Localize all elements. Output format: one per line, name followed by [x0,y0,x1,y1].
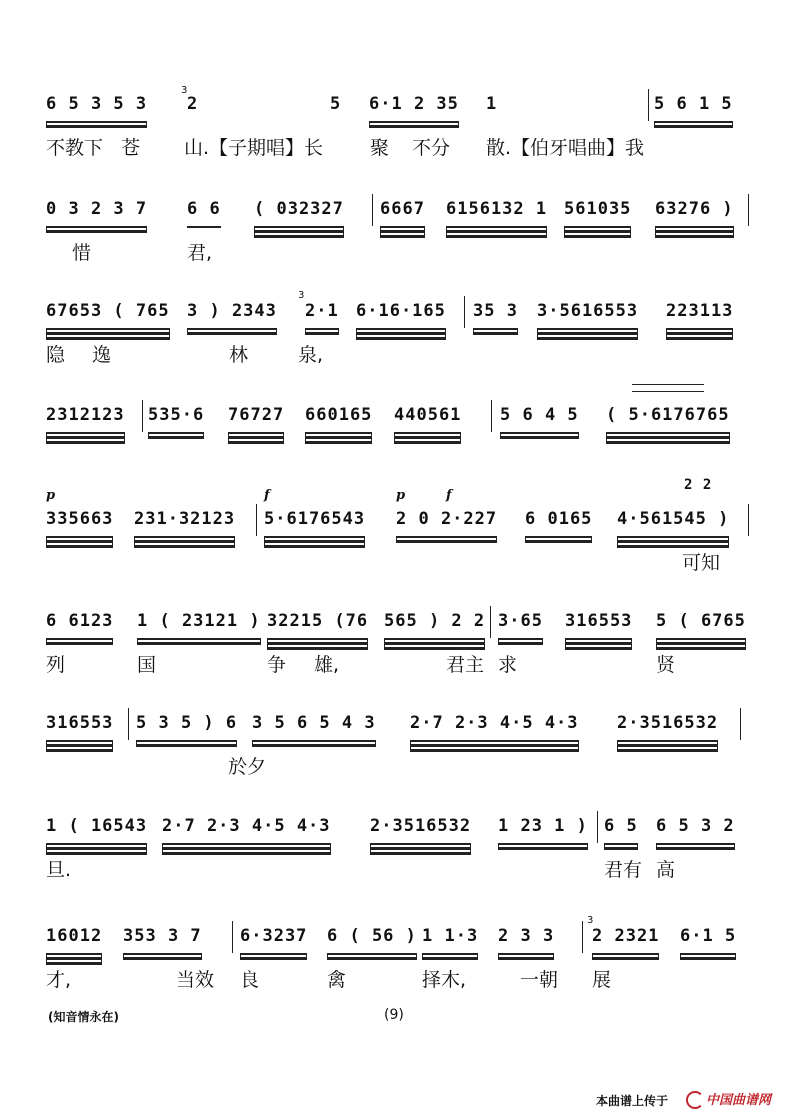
lyric: 苍 [121,137,141,159]
note-group: 3·5616553 [537,300,638,330]
notation-row [0,290,790,334]
note-group: 6 6 [187,198,221,228]
note-group: 1 ( 23121 ) [137,610,261,640]
note-group: 2·3516532 [370,815,471,845]
score-line-7 [0,712,790,802]
score-line-6 [0,610,790,700]
lyrics-row [0,650,790,680]
note-group: 316553 [565,610,632,640]
note-group: 5 6 4 5 [500,404,579,434]
note-group: 67653 ( 765 [46,300,170,330]
song-title: (知音情永在) [48,1010,119,1024]
note-group: 32215 (76 [267,610,368,640]
grace-note: 3 [587,915,594,926]
grace-note: 3 [298,290,305,301]
notation-row [0,610,790,644]
note-group: 1 23 1 ) [498,815,588,845]
dynamic-mark: f [446,488,452,503]
note-group: 76727 [228,404,284,434]
score-line-5 [0,477,790,598]
note-group: 223113 [666,300,733,330]
note-group: 6·1 2 35 [369,93,459,123]
lyric: 泉, [298,344,324,366]
score-line-3 [0,290,790,390]
logo-icon [686,1091,704,1109]
note-group: 2·7 2·3 4·5 4·3 [162,815,331,845]
note-group: 660165 [305,404,372,434]
note-group: 2 2 [684,477,713,493]
lyric: 求 [498,654,518,676]
note-group: 6·3237 [240,925,307,955]
lyrics-row [0,965,790,995]
note-group: 2 2321 [592,925,659,955]
grace-note: 3 [181,85,188,96]
note-group: 6·1 5 [680,925,736,955]
bar-line [128,708,129,740]
notation-row [0,404,790,438]
bar-line [648,89,649,121]
lyric: 君, [187,242,213,264]
lyric: 聚 [370,137,390,159]
note-group: 6156132 1 [446,198,547,228]
note-group: 565 ) 2 2 [384,610,485,640]
bar-line [142,400,143,432]
lyric: 君有 [604,859,643,881]
notation-row [0,712,790,746]
note-group: 63276 ) [655,198,734,228]
lyric: 国 [137,654,157,676]
bar-line [740,708,741,740]
note-group: 1 [486,94,498,114]
score-line-1 [0,85,790,183]
note-group: 231·32123 [134,508,235,538]
lyric: 雄, [314,654,340,676]
lyric: 於夕 [228,756,267,778]
note-group: 0 3 2 3 7 [46,198,147,228]
note-group: 316553 [46,712,113,742]
bar-line [256,504,257,536]
note-group: 6667 [380,198,425,228]
notation-row [0,915,790,959]
note-group: 2·3516532 [617,712,718,742]
note-group: 5 ( 6765 [656,610,746,640]
lyrics-row [0,133,790,163]
logo-text: 中国曲谱网 [706,1093,772,1108]
lyric: 列 [46,654,66,676]
note-group: 5 3 5 ) 6 [136,712,237,742]
bar-line [582,921,583,953]
lyric: 禽 [327,969,347,991]
bar-line [748,194,749,226]
notation-row [0,85,790,127]
lyric: 旦. [46,859,72,881]
bar-line [490,606,491,638]
lyric: 才, [46,969,72,991]
page-number: (9) [384,1007,404,1023]
score-line-2 [0,198,790,288]
lyric: 可知 [682,552,721,574]
lyric: 争 [267,654,287,676]
lyric: 山.【子期唱】长 [184,137,324,159]
note-group: ( 032327 [254,198,344,228]
note-group: 1 1·3 [422,925,478,955]
note-group: 2 0 2·227 [396,508,497,538]
lyrics-row [0,752,790,782]
lyric: 一朝 [520,969,559,991]
score-line-8 [0,815,790,905]
lyric: 良 [240,969,260,991]
lyric: 展 [592,969,612,991]
lyric: 惜 [72,242,92,264]
note-group: 35 3 [473,300,518,330]
note-group: 6 6123 [46,610,113,640]
dynamic-mark: f [264,488,270,503]
note-group: 5·6176543 [264,508,365,538]
note-group: 2312123 [46,404,125,434]
upload-note: 本曲谱上传于 [596,1094,669,1108]
bar-line [491,400,492,432]
lyric: 散.【伯牙唱曲】我 [486,137,645,159]
dynamic-mark: p [46,488,56,503]
bar-line [464,296,465,328]
bar-line [748,504,749,536]
lyrics-row [0,238,790,268]
note-group: 6 0165 [525,508,592,538]
note-group: 353 3 7 [123,925,202,955]
note-group: 2·7 2·3 4·5 4·3 [410,712,579,742]
note-group: 2 [187,94,199,114]
note-group: 3 5 6 5 4 3 [252,712,376,742]
lyrics-row [0,340,790,370]
note-group: 2·1 [305,300,339,330]
note-group: 535·6 [148,404,204,434]
lyric: 不教下 [46,137,104,159]
note-group: 6 5 3 2 [656,815,735,845]
note-group: 335663 [46,508,113,538]
note-group: 2 3 3 [498,925,554,955]
lyric: 林 [229,344,249,366]
site-logo[interactable] [686,1089,782,1109]
notation-row [0,508,790,542]
note-group: 1 ( 16543 [46,815,147,845]
score-line-9 [0,915,790,1015]
bar-line [597,811,598,843]
lyric: 不分 [412,137,451,159]
note-group: 6 5 [604,815,638,845]
lyric: 贤 [656,654,676,676]
bar-line [372,194,373,226]
note-group: 6 5 3 5 3 [46,93,147,123]
dynamic-mark: p [396,488,406,503]
note-group: 6 ( 56 ) [327,925,417,955]
slur-mark [632,384,704,392]
note-group: 16012 [46,925,102,955]
note-group: 561035 [564,198,631,228]
note-group: 5 [330,94,342,114]
bar-line [232,921,233,953]
lyric: 君主 [446,654,485,676]
note-group: 5 6 1 5 [654,93,733,123]
note-group: 6·16·165 [356,300,446,330]
notation-row [0,815,790,849]
note-group: 3·65 [498,610,543,640]
note-group: ( 5·6176765 [606,404,730,434]
lyric: 隐 [46,344,66,366]
lyrics-row [0,548,790,578]
note-group: 440561 [394,404,461,434]
score-line-4 [0,404,790,494]
lyric: 择木, [422,969,467,991]
lyric: 高 [656,859,676,881]
lyrics-row [0,855,790,885]
lyric: 当效 [176,969,215,991]
note-group: 4·561545 ) [617,508,729,538]
note-group: 3 ) 2343 [187,300,277,330]
lyric: 逸 [92,344,112,366]
notation-row [0,198,790,232]
